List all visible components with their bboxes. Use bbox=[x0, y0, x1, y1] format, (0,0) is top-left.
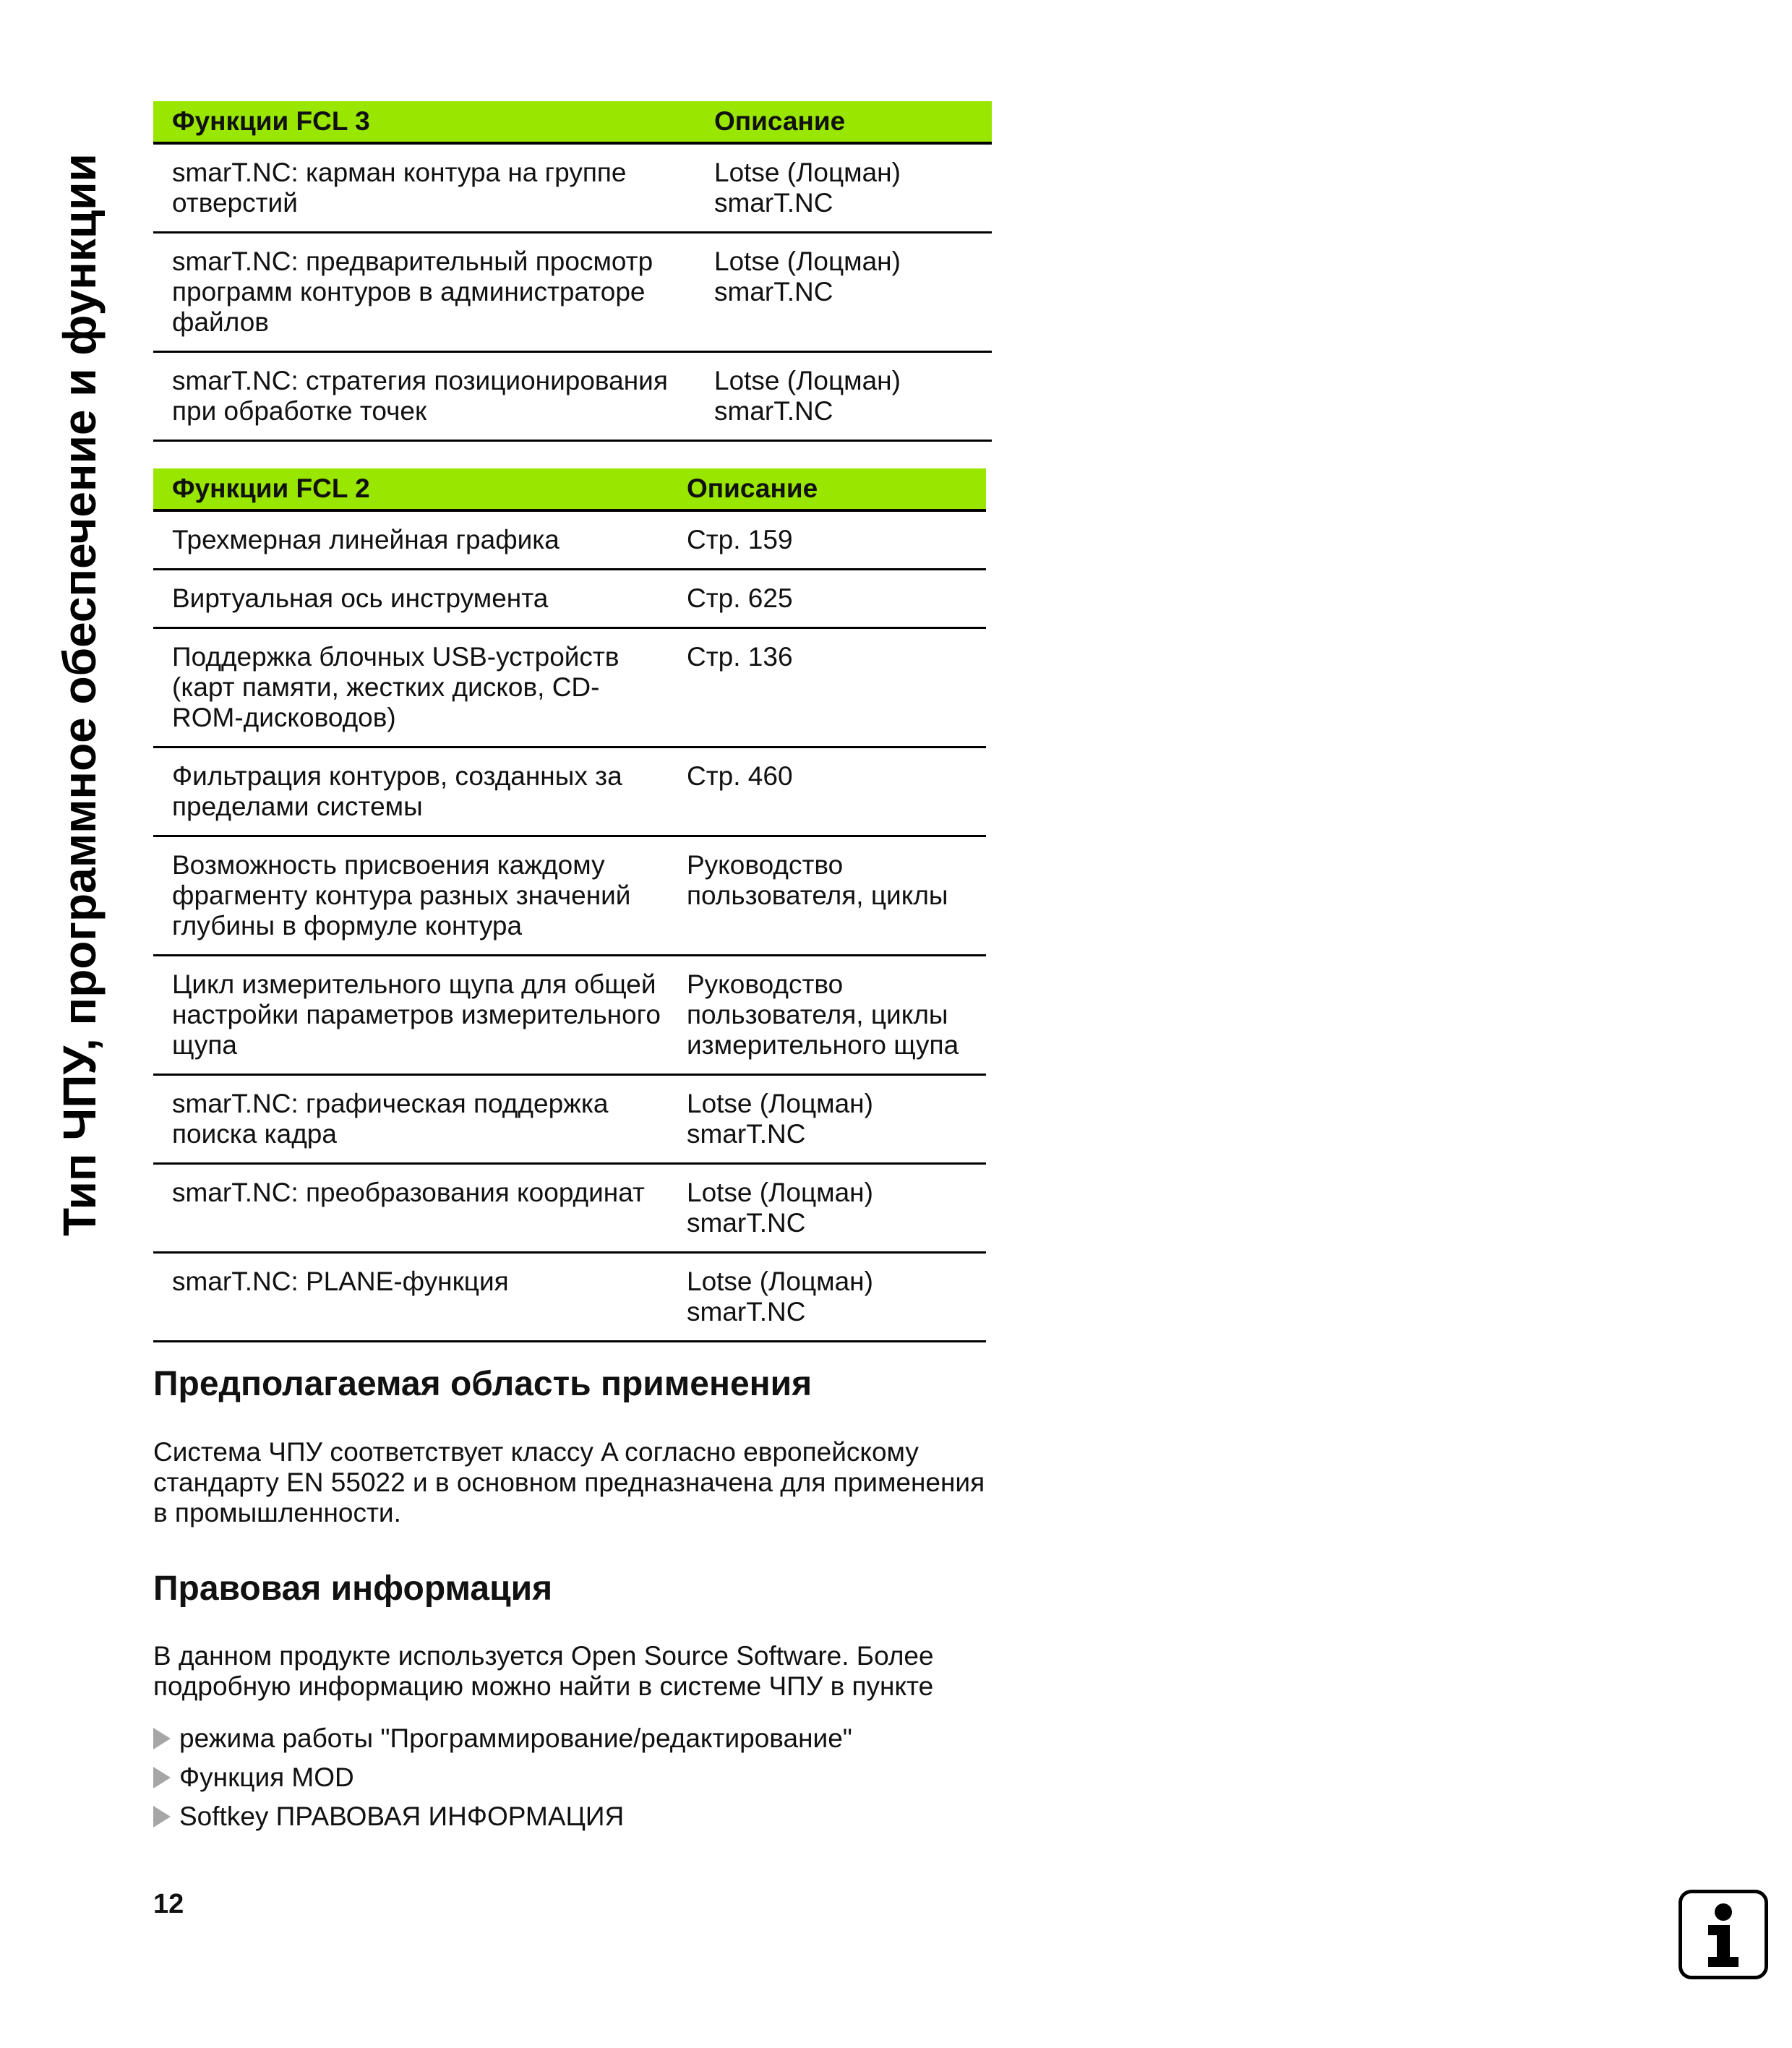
legal-info-text: В данном продукте используется Open Source Software. Более подробную информацию можно найти в системе ЧПУ в пункте bbox=[153, 1641, 934, 1701]
function-cell: smarT.NC: PLANE-функция bbox=[153, 1253, 668, 1342]
table-row bbox=[153, 1075, 986, 1164]
list-item-text: Функция MOD bbox=[179, 1762, 354, 1792]
table-row bbox=[153, 956, 986, 1075]
table-row bbox=[153, 747, 986, 836]
column-header-function: Функции FCL 2 bbox=[153, 468, 668, 510]
column-header-description: Описание bbox=[695, 101, 992, 143]
table-row bbox=[153, 510, 986, 570]
fcl2-table bbox=[153, 468, 986, 1342]
triangle-bullet-icon bbox=[153, 1728, 171, 1749]
description-cell: Lotse (Лоцман) smarT.NC bbox=[668, 1164, 986, 1253]
list-item bbox=[153, 1719, 852, 1758]
function-cell: smarT.NC: графическая поддержка поиска кадра bbox=[153, 1075, 668, 1164]
column-header-description: Описание bbox=[668, 468, 986, 510]
description-cell: Руководство пользователя, циклы bbox=[668, 836, 986, 956]
function-cell: Виртуальная ось инструмента bbox=[153, 570, 668, 628]
legal-bullet-list bbox=[153, 1719, 852, 1836]
fcl3-table bbox=[153, 101, 992, 442]
function-cell: Возможность присвоения каждому фрагменту контура разных значений глубины в формуле контура bbox=[153, 836, 668, 956]
description-cell: Стр. 625 bbox=[668, 570, 986, 628]
function-cell: smarT.NC: преобразования координат bbox=[153, 1164, 668, 1253]
list-item bbox=[153, 1797, 852, 1836]
function-cell: Цикл измерительного щупа для общей настройки параметров измерительного щупа bbox=[153, 956, 668, 1075]
list-item-text: режима работы "Программирование/редактирование" bbox=[179, 1723, 852, 1753]
table-header-row bbox=[153, 101, 992, 143]
table-row bbox=[153, 233, 992, 352]
triangle-bullet-icon bbox=[153, 1806, 171, 1828]
list-item-text: Softkey ПРАВОВАЯ ИНФОРМАЦИЯ bbox=[179, 1801, 625, 1831]
table-row bbox=[153, 836, 986, 956]
description-cell: Руководство пользователя, циклы измерительного щупа bbox=[668, 956, 986, 1075]
description-cell: Стр. 460 bbox=[668, 747, 986, 836]
description-cell: Lotse (Лоцман) smarT.NC bbox=[668, 1075, 986, 1164]
description-cell: Lotse (Лоцман) smarT.NC bbox=[695, 352, 992, 441]
function-cell: Поддержка блочных USB-устройств (карт памяти, жестких дисков, CD-ROM-дисководов) bbox=[153, 628, 668, 747]
triangle-bullet-icon bbox=[153, 1767, 171, 1788]
table-row bbox=[153, 143, 992, 233]
table-row bbox=[153, 352, 992, 441]
table-header-row bbox=[153, 468, 986, 510]
intended-use-heading: Предполагаемая область применения bbox=[153, 1365, 813, 1403]
function-cell: smarT.NC: предварительный просмотр программ контуров в администраторе файлов bbox=[153, 233, 695, 352]
column-header-function: Функции FCL 3 bbox=[153, 101, 695, 143]
function-cell: Трехмерная линейная графика bbox=[153, 510, 668, 570]
function-cell: Фильтрация контуров, созданных за пределами системы bbox=[153, 747, 668, 836]
side-chapter-title: Тип ЧПУ, программное обеспечение и функции bbox=[53, 153, 106, 1236]
function-cell: smarT.NC: карман контура на группе отверстий bbox=[153, 143, 695, 233]
table-row bbox=[153, 628, 986, 747]
description-cell: Lotse (Лоцман) smarT.NC bbox=[668, 1253, 986, 1342]
legal-info-heading: Правовая информация bbox=[153, 1569, 553, 1608]
table-row bbox=[153, 1164, 986, 1253]
intended-use-text: Система ЧПУ соответствует классу A согласно европейскому стандарту EN 55022 и в основном предназначена для применения в промышленности. bbox=[153, 1437, 985, 1528]
table-row bbox=[153, 1253, 986, 1342]
info-icon bbox=[1679, 1890, 1768, 1979]
table-row bbox=[153, 570, 986, 628]
description-cell: Lotse (Лоцман) smarT.NC bbox=[695, 233, 992, 352]
page-number: 12 bbox=[153, 1889, 184, 1919]
info-i-glyph bbox=[1682, 1893, 1765, 1976]
description-cell: Lotse (Лоцман) smarT.NC bbox=[695, 143, 992, 233]
list-item bbox=[153, 1758, 852, 1797]
description-cell: Стр. 159 bbox=[668, 510, 986, 570]
function-cell: smarT.NC: стратегия позиционирования при обработке точек bbox=[153, 352, 695, 441]
description-cell: Стр. 136 bbox=[668, 628, 986, 747]
